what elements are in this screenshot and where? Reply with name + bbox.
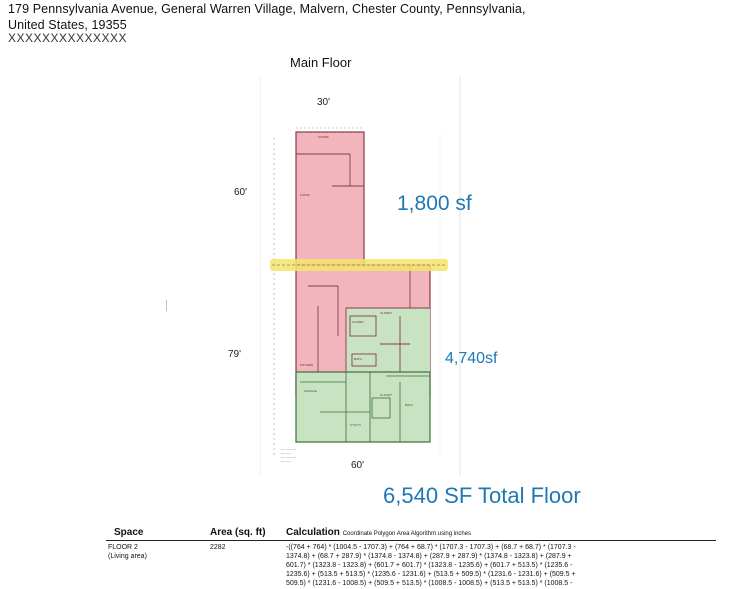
svg-text:CLOSET: CLOSET (352, 320, 365, 324)
floor-plan (260, 76, 470, 476)
row-space: FLOOR 2 (108, 544, 138, 551)
calc-line: 1374.8) + (68.7 + 287.9) * (1374.8 - 1374.8) + (287.9 + 287.9) * (1374.8 - 1323.8) + (287.9 + (286, 553, 572, 560)
total-area-label: 6,540 SF Total Floor (383, 483, 581, 508)
address-line-1: 179 Pennsylvania Avenue, General Warren Village, Malvern, Chester County, Pennsylvania, (8, 2, 526, 16)
svg-text:—— ——: —— —— (280, 452, 292, 455)
col-header-calc (286, 527, 471, 538)
calc-note: Coordinate Polygon Area Algorithm using inches (342, 531, 472, 537)
dim-top: 30' (317, 97, 331, 108)
lower-area-label: 4,740sf (445, 350, 498, 367)
col-header-space: Space (114, 527, 144, 538)
calc-line: 1235.6) + (513.5 + 513.5) * (1235.6 - 1231.6) + (513.5 + 509.5) * (1231.6 - 1231.6) + (509.5 + (286, 571, 576, 578)
svg-text:—— ————: —— ———— (280, 448, 297, 451)
upper-area-label: 1,800 sf (397, 192, 472, 215)
svg-text:BATH: BATH (354, 357, 362, 361)
svg-text:LIVING: LIVING (300, 193, 310, 197)
address-line-2: United States, 19355 (8, 18, 127, 32)
floor-title: Main Floor (290, 55, 352, 70)
svg-text:UTILITY: UTILITY (350, 423, 362, 427)
marker-line (166, 300, 167, 311)
upper-wing (296, 132, 364, 265)
table-divider (106, 540, 716, 541)
lower-green-bottom (296, 372, 430, 442)
calc-title: Calculation (286, 527, 340, 538)
dim-left-lower: 79' (228, 349, 242, 360)
svg-text:CLOSET: CLOSET (380, 393, 393, 397)
svg-text:KITCHEN: KITCHEN (300, 363, 314, 367)
svg-text:STAIRS: STAIRS (318, 135, 329, 139)
svg-text:CLOSET: CLOSET (380, 311, 393, 315)
svg-text:GARAGE: GARAGE (304, 389, 317, 393)
svg-text:BATH: BATH (405, 403, 413, 407)
row-area: 2282 (210, 544, 226, 551)
redacted-text: XXXXXXXXXXXXXX (8, 31, 128, 45)
area-table (106, 522, 716, 588)
calc-line: 601.7) * (1323.8 - 1323.8) + (601.7 + 601.7) * (1323.8 - 1235.6) + (601.7 + 513.5) * (1235.6 - (286, 562, 573, 569)
row-space-sub: (Living area) (108, 553, 147, 560)
calc-line: 509.5) * (1231.6 - 1008.5) + (509.5 + 513.5) * (1008.5 - 1008.5) + (513.5 + 513.5) * (1008.5 - (286, 580, 573, 587)
dim-bottom: 60' (351, 460, 365, 471)
dim-left-upper: 60' (234, 187, 248, 198)
calc-line: -((764 + 764) * (1004.5 - 1707.3) + (764 + 68.7) * (1707.3 - 1707.3) + (68.7 + 68.7) * (1707.3 - (286, 544, 576, 551)
svg-text:—— ————: —— ———— (280, 456, 297, 459)
col-header-area: Area (sq. ft) (210, 527, 266, 538)
svg-text:—— ——: —— —— (280, 460, 292, 463)
